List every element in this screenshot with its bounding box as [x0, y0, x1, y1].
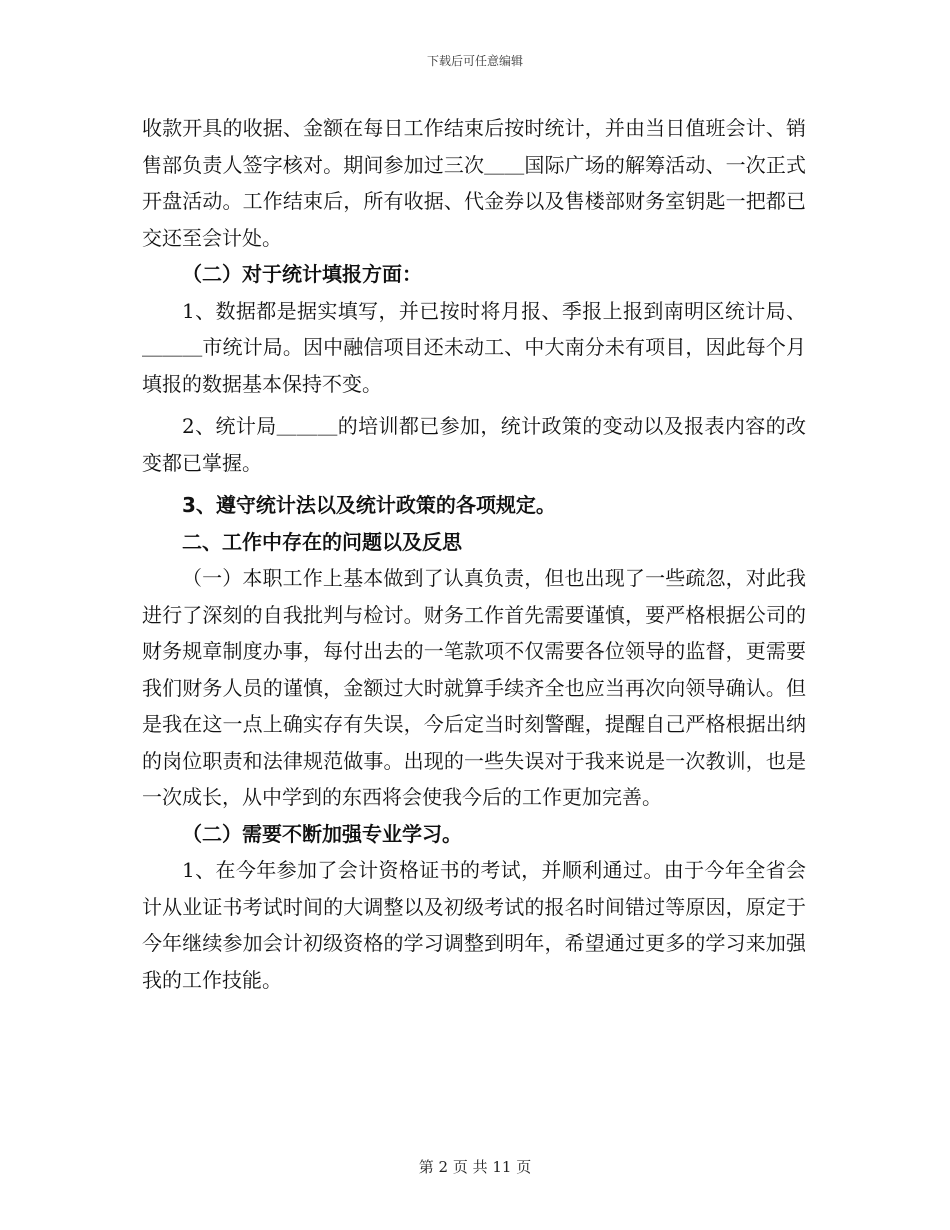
page-number: 第 2 页 共 11 页	[418, 1158, 532, 1176]
section-heading-problems: 二、工作中存在的问题以及反思	[182, 529, 462, 554]
body-paragraph-study-1: 1、在今年参加了会计资格证书的考试，并顺利通过。由于今年全省会计从业证书考试时间的大调整以及初级考试的报名时间错过等原因，原定于今年继续参加会计初级资格的学习调整到明年，希望通过更多的学习来加强我的工作技能。	[142, 858, 806, 992]
body-paragraph-reflection: （一）本职工作上基本做到了认真负责，但也出现了一些疏忽，对此我进行了深刻的自我批判与检讨。财务工作首先需要谨慎，要严格根据公司的财务规章制度办事，每付出去的一笔款项不仅需要各位领导的监督，更需要我们财务人员的谨慎，金额过大时就算手续齐全也应当再次向领导确认。但是我在这一点上确实存有失误，今后定当时刻警醒，提醒自己严格根据出纳的岗位职责和法律规范做事。出现的一些失误对于我来说是一次教训，也是一次成长，从中学到的东西将会使我今后的工作更加完善。	[142, 566, 806, 809]
subheading-compliance: 3、遵守统计法以及统计政策的各项规定。	[182, 493, 556, 517]
subheading-statistics-reporting: （二）对于统计填报方面：	[182, 262, 422, 286]
page-header: 下载后可任意编辑	[426, 54, 523, 68]
subheading-professional-study: （二）需要不断加强专业学习。	[182, 821, 462, 846]
body-paragraph-statistics-1: 1、数据都是据实填写，并已按时将月报、季报上报到南明区统计局、＿＿＿市统计局。因中融信项目还未动工、中大南分未有项目，因此每个月填报的数据基本保持不变。	[142, 298, 806, 396]
body-paragraph-statistics-2: 2、统计局＿＿＿的培训都已参加，统计政策的变动以及报表内容的改变都已掌握。	[142, 414, 806, 475]
body-paragraph-continuation: 收款开具的收据、金额在每日工作结束后按时统计，并由当日值班会计、销售部负责人签字核对。期间参加过三次＿＿国际广场的解筹活动、一次正式开盘活动。工作结束后，所有收据、代金券以及售楼部财务室钥匙一把都已交还至会计处。	[142, 116, 806, 250]
document-body	[142, 110, 806, 998]
